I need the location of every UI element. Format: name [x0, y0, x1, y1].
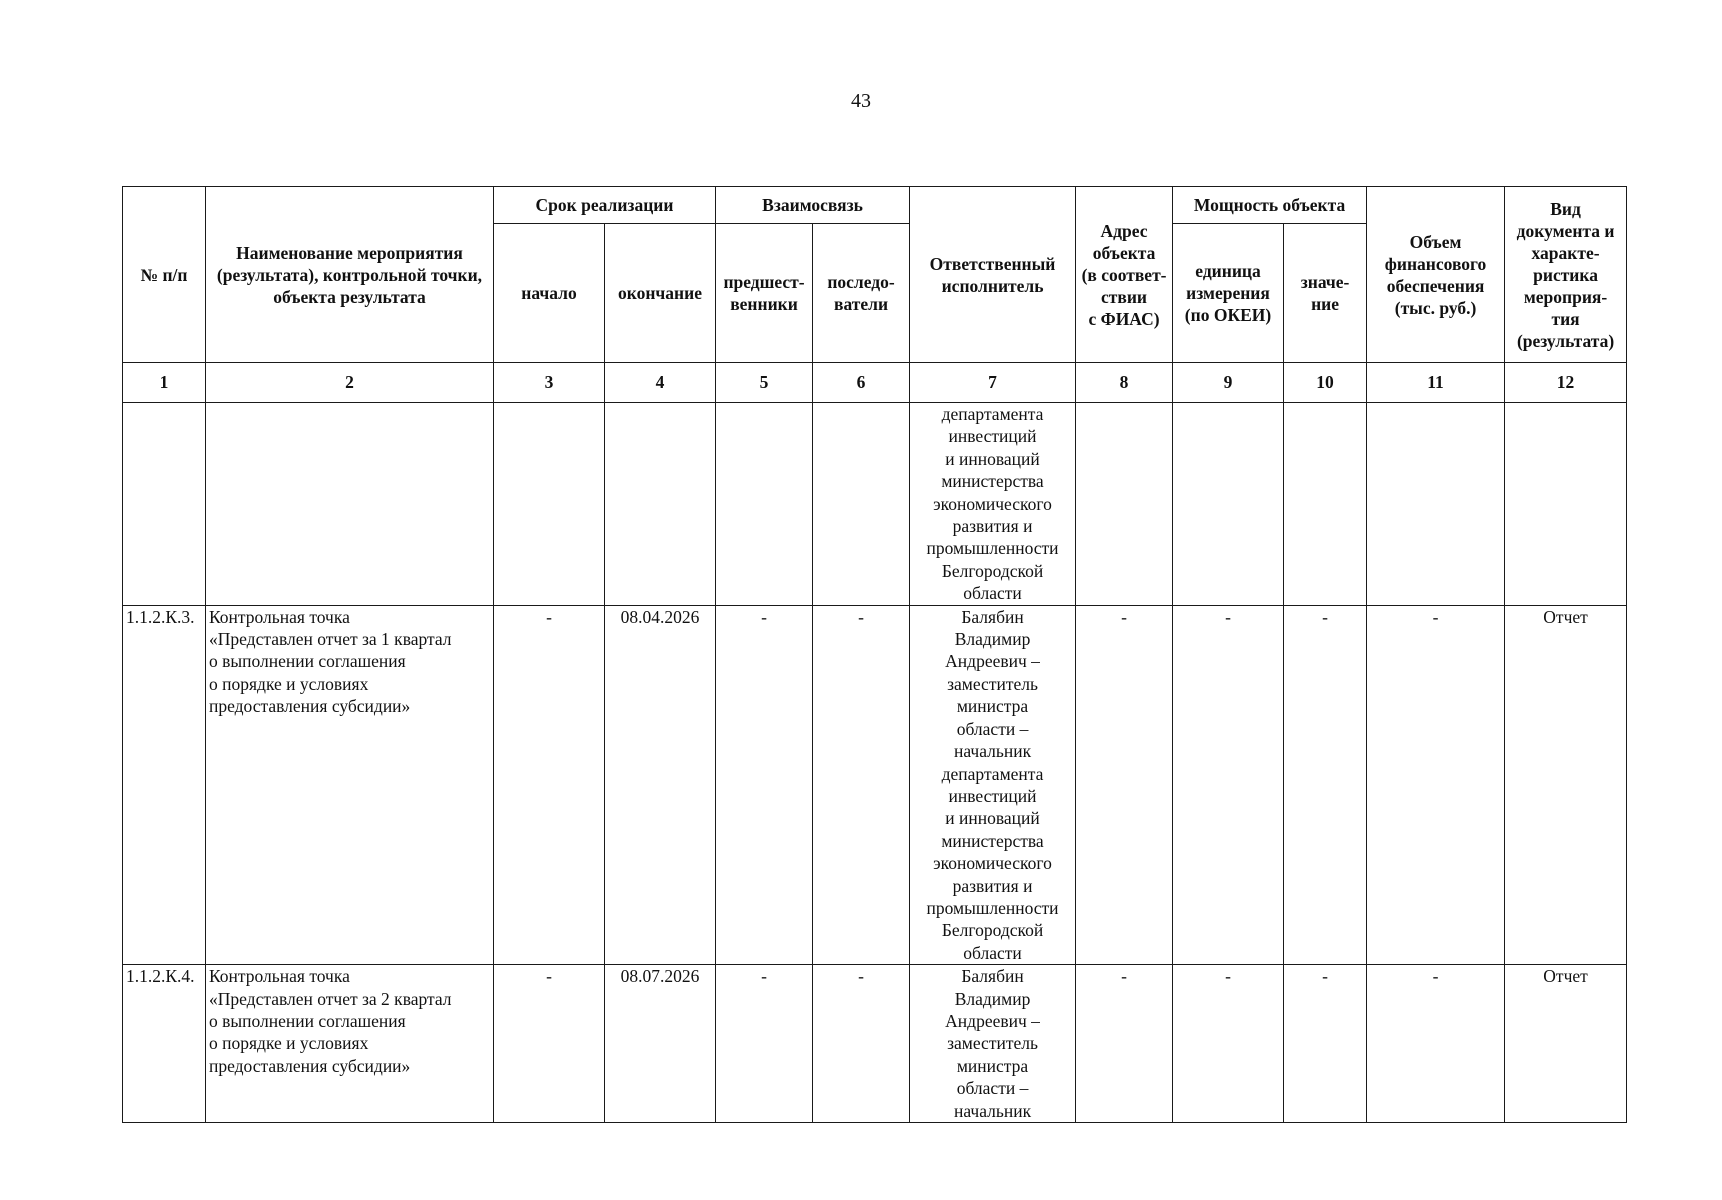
row-start: -	[494, 605, 605, 965]
row-value: -	[1284, 965, 1367, 1123]
row-document: Отчет	[1505, 965, 1627, 1123]
header-address: Адрес объекта (в соответ- ствии с ФИАС)	[1076, 187, 1173, 363]
row-end: 08.07.2026	[605, 965, 716, 1123]
column-number: 3	[494, 363, 605, 403]
row-unit: -	[1173, 605, 1284, 965]
row-end	[605, 403, 716, 606]
row-finance	[1367, 403, 1505, 606]
header-document: Вид документа и характе- ристика мероприя- тия (результата)	[1505, 187, 1627, 363]
column-number: 7	[910, 363, 1076, 403]
column-number: 12	[1505, 363, 1627, 403]
row-predecessors: -	[716, 605, 813, 965]
column-number: 8	[1076, 363, 1173, 403]
header-predecessors: предшест- венники	[716, 224, 813, 363]
row-successors: -	[813, 605, 910, 965]
row-start: -	[494, 965, 605, 1123]
column-number-row	[123, 363, 1627, 403]
row-value	[1284, 403, 1367, 606]
column-number: 6	[813, 363, 910, 403]
header-successors: последо- ватели	[813, 224, 910, 363]
row-name: Контрольная точка «Представлен отчет за 2 квартал о выполнении соглашения о порядке и условиях предоставления субсидии»	[206, 965, 494, 1123]
header-end: окончание	[605, 224, 716, 363]
header-row-top	[123, 187, 1627, 224]
header-unit: единица измерения (по ОКЕИ)	[1173, 224, 1284, 363]
row-successors	[813, 403, 910, 606]
header-num: № п/п	[123, 187, 206, 363]
row-name	[206, 403, 494, 606]
column-number: 5	[716, 363, 813, 403]
row-successors: -	[813, 965, 910, 1123]
row-predecessors	[716, 403, 813, 606]
row-responsible: Балябин Владимир Андреевич – заместитель министра области – начальник	[910, 965, 1076, 1123]
row-value: -	[1284, 605, 1367, 965]
table-row	[123, 605, 1627, 965]
page-number: 43	[851, 90, 871, 112]
column-number: 4	[605, 363, 716, 403]
column-number: 1	[123, 363, 206, 403]
row-address: -	[1076, 605, 1173, 965]
row-unit	[1173, 403, 1284, 606]
row-responsible: департамента инвестиций и инноваций министерства экономического развития и промышленности Белгородской области	[910, 403, 1076, 606]
row-unit: -	[1173, 965, 1284, 1123]
row-start	[494, 403, 605, 606]
row-document: Отчет	[1505, 605, 1627, 965]
column-number: 2	[206, 363, 494, 403]
row-predecessors: -	[716, 965, 813, 1123]
row-address	[1076, 403, 1173, 606]
header-link-group: Взаимосвязь	[716, 187, 910, 224]
column-number: 10	[1284, 363, 1367, 403]
row-number	[123, 403, 206, 606]
table-row	[123, 403, 1627, 606]
row-finance: -	[1367, 605, 1505, 965]
row-name: Контрольная точка «Представлен отчет за 1 квартал о выполнении соглашения о порядке и условиях предоставления субсидии»	[206, 605, 494, 965]
row-number: 1.1.2.К.4.	[123, 965, 206, 1123]
row-address: -	[1076, 965, 1173, 1123]
row-end: 08.04.2026	[605, 605, 716, 965]
header-responsible: Ответственный исполнитель	[910, 187, 1076, 363]
header-capacity-group: Мощность объекта	[1173, 187, 1367, 224]
header-value: значе- ние	[1284, 224, 1367, 363]
column-number: 11	[1367, 363, 1505, 403]
header-finance: Объем финансового обеспечения (тыс. руб.)	[1367, 187, 1505, 363]
row-document	[1505, 403, 1627, 606]
row-number: 1.1.2.К.3.	[123, 605, 206, 965]
table-row	[123, 965, 1627, 1123]
header-start: начало	[494, 224, 605, 363]
column-number: 9	[1173, 363, 1284, 403]
plan-table	[122, 186, 1627, 1123]
header-term-group: Срок реализации	[494, 187, 716, 224]
row-finance: -	[1367, 965, 1505, 1123]
row-responsible: Балябин Владимир Андреевич – заместитель министра области – начальник департамента инвестиций и инноваций министерства экономического развития и промышленности Белгородской области	[910, 605, 1076, 965]
header-name: Наименование мероприятия (результата), контрольной точки, объекта результата	[206, 187, 494, 363]
